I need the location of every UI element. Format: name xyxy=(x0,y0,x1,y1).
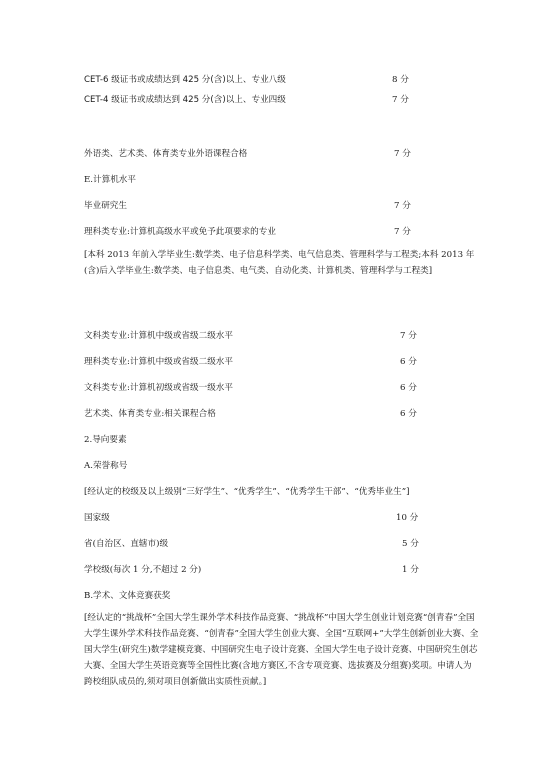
score-school: 1 分 xyxy=(402,565,419,575)
score-art-sport-course: 6 分 xyxy=(400,409,417,419)
score-science-intermediate: 6 分 xyxy=(400,357,417,367)
note-competition: [经认定的“挑战杯”全国大学生课外学术科技作品竞赛、“挑战杯”中国大学生创业计划竞赛“创青春”全国大学生课外学术科技作品竞赛、“创青春”全国大学生创业大赛、全国“互联网+”大学生创新创业大赛、全国大学生(研究生)数学建模竞赛、中国研究生电子设计竞赛、全国大学生电子设计竞赛、中国研究生创芯大赛、全国大学生英语竞赛等全国性比赛(含地方赛区,不含专项竞赛、选拔赛及分组赛)奖项。申请人为跨校组队成员的,须对项目创新做出实质性贡献。] xyxy=(84,613,479,687)
note-honor: [经认定的校级及以上级别“三好学生”、“优秀学生”、“优秀学生干部”、“优秀毕业生”] xyxy=(84,487,410,497)
row-national: 国家级 xyxy=(84,513,110,523)
row-science-intermediate: 理科类专业:计算机中级或省级二级水平 xyxy=(84,357,233,367)
row-provincial: 省(自治区、直辖市)级 xyxy=(84,539,169,549)
row-arts-basic: 文科类专业:计算机初级或省级一级水平 xyxy=(84,383,233,393)
row-language-course: 外语类、艺术类、体育类专业外语课程合格 xyxy=(84,149,248,159)
row-school: 学校级(每次 1 分,不超过 2 分) xyxy=(84,565,202,575)
heading-guide: 2.导向要素 xyxy=(84,435,127,445)
score-cet4: 7 分 xyxy=(392,95,409,105)
row-science-advanced: 理科类专业:计算机高级水平或免予此项要求的专业 xyxy=(84,227,276,237)
row-art-sport-course: 艺术类、体育类专业:相关课程合格 xyxy=(84,409,216,419)
heading-computer: E.计算机水平 xyxy=(84,175,136,185)
heading-honor: A.荣誉称号 xyxy=(84,461,128,471)
row-graduate: 毕业研究生 xyxy=(84,201,127,211)
score-graduate: 7 分 xyxy=(394,201,411,211)
score-national: 10 分 xyxy=(396,513,419,523)
score-provincial: 5 分 xyxy=(402,539,419,549)
heading-competition: B.学术、文体竞赛获奖 xyxy=(84,591,171,601)
score-arts-intermediate: 7 分 xyxy=(400,331,417,341)
note-computer-majors: [本科 2013 年前入学毕业生:数学类、电子信息科学类、电气信息类、管理科学与工程类;本科 2013 年(含)后入学毕业生:数学类、电子信息类、电气类、自动化类、计算机类、管理科学与工程类] xyxy=(84,250,475,276)
score-science-advanced: 7 分 xyxy=(394,227,411,237)
row-cet4: CET-4 级证书或成绩达到 425 分(含)以上、专业四级 xyxy=(84,95,286,105)
score-cet6: 8 分 xyxy=(392,75,409,85)
score-language-course: 7 分 xyxy=(394,149,411,159)
row-arts-intermediate: 文科类专业:计算机中级或省级二级水平 xyxy=(84,331,233,341)
score-arts-basic: 6 分 xyxy=(400,383,417,393)
row-cet6: CET-6 级证书或成绩达到 425 分(含)以上、专业八级 xyxy=(84,75,286,85)
